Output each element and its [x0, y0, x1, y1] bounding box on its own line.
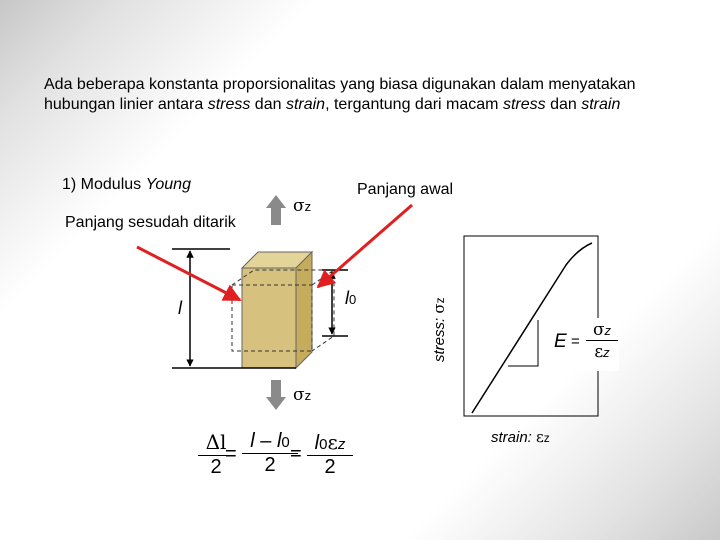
sigma-sub: z [304, 199, 312, 214]
bottom-force-arrow [266, 380, 286, 410]
f3-denominator: 2 [324, 456, 336, 478]
f2-l0: l [276, 430, 282, 452]
section-number: 1) Modulus [62, 176, 146, 193]
y-label-word: stress: [431, 313, 448, 362]
x-label-sub: z [543, 431, 550, 445]
graph-y-label [430, 297, 448, 362]
label-sigma-top [293, 196, 311, 216]
sigma-symbol: σ [293, 385, 305, 405]
f3-z: z [337, 436, 346, 453]
intro-stress-2: stress [502, 96, 546, 113]
f2-l: l [250, 430, 255, 452]
label-panjang-awal: Panjang awal [357, 181, 454, 198]
section-name: Young [145, 176, 191, 193]
sigma-symbol: σ [293, 196, 305, 216]
f2-minus: – [254, 430, 277, 452]
l0-letter: l [345, 288, 349, 308]
y-label-sym: σ [430, 303, 448, 314]
intro-stress: stress [207, 96, 251, 113]
label-l: l [178, 298, 182, 318]
arrow-panjang-sesudah [137, 247, 240, 300]
formula-fraction-3 [307, 430, 353, 479]
modulus-fraction [586, 320, 618, 364]
formula-eq-1: = [225, 443, 237, 465]
intro-text-4: dan [545, 96, 582, 113]
x-label-word: strain: [491, 429, 537, 446]
mod-den-sub: z [603, 345, 610, 360]
graph-x-label [491, 428, 550, 446]
f3-l: l [314, 432, 320, 454]
label-panjang-sesudah: Panjang sesudah ditarik [65, 214, 236, 231]
f2-sub0: 0 [281, 434, 290, 451]
label-sigma-bottom [293, 385, 311, 405]
label-l0 [345, 288, 356, 309]
y-label-sub: z [433, 297, 447, 304]
intro-strain: strain [285, 96, 326, 113]
f3-eps: ε [327, 430, 338, 454]
modulus-denominator [586, 341, 618, 364]
formula-eq-2: = [290, 443, 302, 465]
arrow-panjang-awal [318, 205, 412, 287]
f1-num-text: Δl [205, 430, 227, 454]
intro-text-1: Ada beberapa konstanta proporsionalitas yang biasa digunakan dalam menyatakan hubungan linier antara [44, 76, 636, 113]
modulus-eq: = [571, 333, 580, 350]
mod-num-sym: σ [592, 320, 605, 340]
intro-text-3: , tergantung dari macam [325, 96, 503, 113]
intro-strain-2: strain [581, 96, 621, 113]
l0-sub: 0 [349, 292, 357, 307]
f3-numerator [307, 430, 353, 456]
modulus-E: E [554, 331, 567, 352]
modulus-numerator [586, 320, 618, 341]
f1-denominator: 2 [210, 456, 222, 478]
x-label-sym: ε [536, 428, 544, 446]
sigma-sub: z [304, 388, 312, 403]
top-force-arrow [266, 195, 286, 225]
intro-text-2: dan [250, 96, 286, 113]
f3-sub0: 0 [319, 436, 328, 453]
slope-triangle [508, 320, 538, 366]
mod-den-sym: ε [594, 342, 604, 362]
mod-num-sub: z [604, 323, 612, 338]
f2-denominator: 2 [264, 454, 276, 476]
